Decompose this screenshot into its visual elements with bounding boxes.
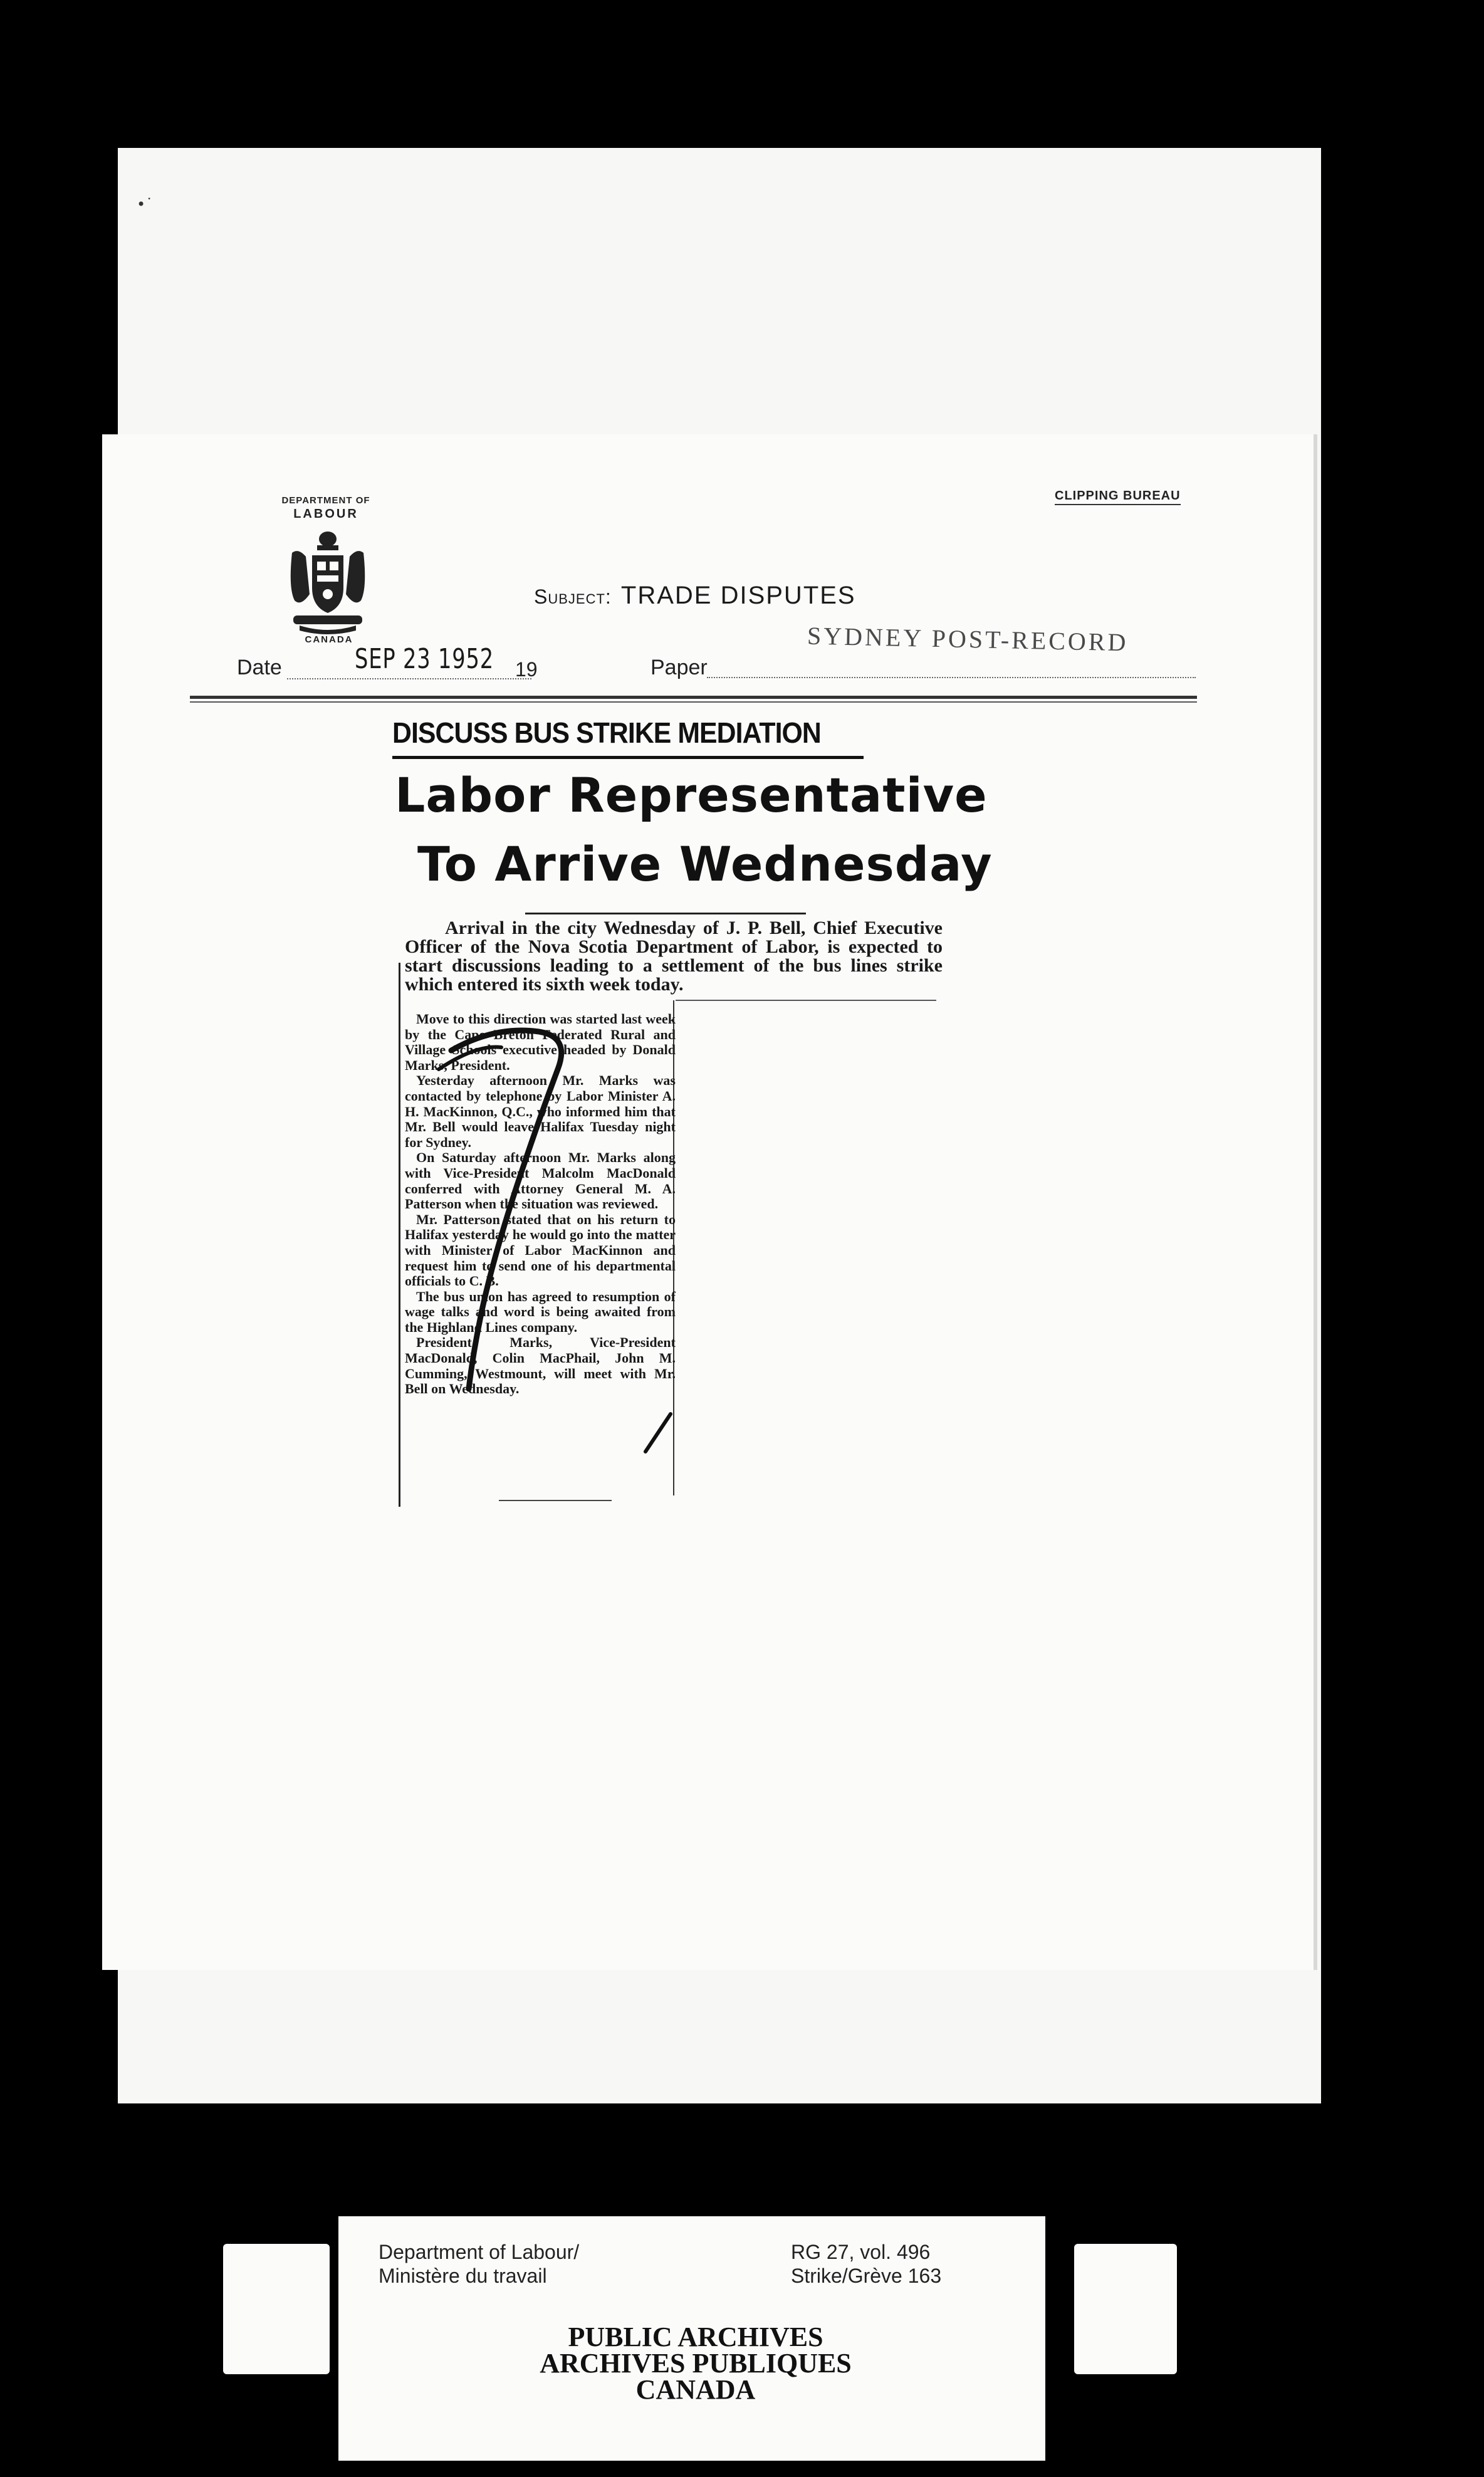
article-paragraph: Yesterday afternoon Mr. Marks was contacted by telephone by Labor Minister A. H. MacKinnon, Q.C., who informed him that Mr. Bell would leave Halifax Tuesday night for Sydney.: [405, 1072, 676, 1150]
archives-line2: ARCHIVES PUBLIQUES: [540, 2348, 852, 2379]
paper-stamp: SYDNEY POST-RECORD: [807, 621, 1129, 657]
article-paragraph: President Marks, Vice-President MacDonald, Colin MacPhail, John M. Cumming, Westmount, will meet with Mr. Bell on Wednesday.: [405, 1334, 676, 1397]
dust-speck: •˙: [137, 196, 154, 213]
department-heading: [269, 495, 382, 521]
article-paragraph: The bus union has agreed to resumption of wage talks and word is being awaited from the Highland Lines company.: [405, 1288, 676, 1335]
department-line2: LABOUR: [293, 507, 358, 521]
card-dept-line1: Department of Labour/: [379, 2241, 580, 2263]
subject-label: Subject:: [534, 585, 612, 608]
paper-dotted-line: [707, 677, 1196, 678]
date-stamp: SEP 23 1952: [355, 643, 494, 675]
subject-value: TRADE DISPUTES: [620, 582, 856, 609]
article-lead: Arrival in the city Wednesday of J. P. Bell, Chief Executive Officer of the Nova Scotia Department of Labor, is expected to start discussions leading to a settlement of the bus lines strike which entered its sixth week today.: [405, 918, 943, 995]
kicker-underline: [392, 756, 864, 759]
headline-rule: [525, 913, 806, 914]
article-paragraph: Mr. Patterson stated that on his return to Halifax yesterday he would go into the matter with Minister of Labor MacKinnon and request him to send one of his departmental officials to C. B.: [405, 1211, 676, 1289]
subject-line: [534, 582, 856, 610]
card-ref-line2: Strike/Grève 163: [791, 2265, 942, 2287]
paper-label: Paper: [651, 656, 708, 679]
card-department: [379, 2240, 579, 2288]
date-year-prefix: 19: [515, 658, 538, 681]
column-rule-left: [399, 963, 400, 1507]
article-kicker: DISCUSS BUS STRIKE MEDIATION: [392, 716, 821, 749]
handwritten-seven-mark: [414, 1013, 702, 1502]
headline-line1: Labor Representative: [395, 767, 988, 823]
archives-line1: PUBLIC ARCHIVES: [568, 2322, 823, 2352]
card-tab-right: [1074, 2244, 1177, 2374]
coat-of-arms-icon: [287, 528, 368, 634]
date-label: Date: [237, 656, 282, 679]
archives-line3: CANADA: [635, 2374, 756, 2405]
article-paragraph: Move to this direction was started last week by the Cape Breton Federated Rural and Village Schools executive headed by Donald Marks, President.: [405, 1011, 676, 1073]
header-rule-thin: [190, 701, 1197, 703]
headline-line2: To Arrive Wednesday: [417, 836, 993, 892]
header-rule: [190, 696, 1197, 699]
card-tab-left: [223, 2244, 330, 2374]
lead-rule: [676, 1000, 936, 1001]
card-ref-line1: RG 27, vol. 496: [791, 2241, 931, 2263]
clipping-sheet: [102, 434, 1314, 1970]
public-archives-stamp: [489, 2324, 902, 2403]
department-line1: DEPARTMENT OF: [281, 495, 370, 506]
card-reference: [791, 2240, 941, 2288]
date-dotted-line: [287, 678, 531, 679]
crest-caption: CANADA: [305, 634, 353, 645]
article-paragraph: On Saturday afternoon Mr. Marks along with Vice-President Malcolm MacDonald conferred with Attorney General M. A. Patterson when the situation was reviewed.: [405, 1149, 676, 1212]
card-dept-line2: Ministère du travail: [379, 2265, 547, 2287]
clipping-bureau-label: CLIPPING BUREAU: [1055, 489, 1181, 505]
